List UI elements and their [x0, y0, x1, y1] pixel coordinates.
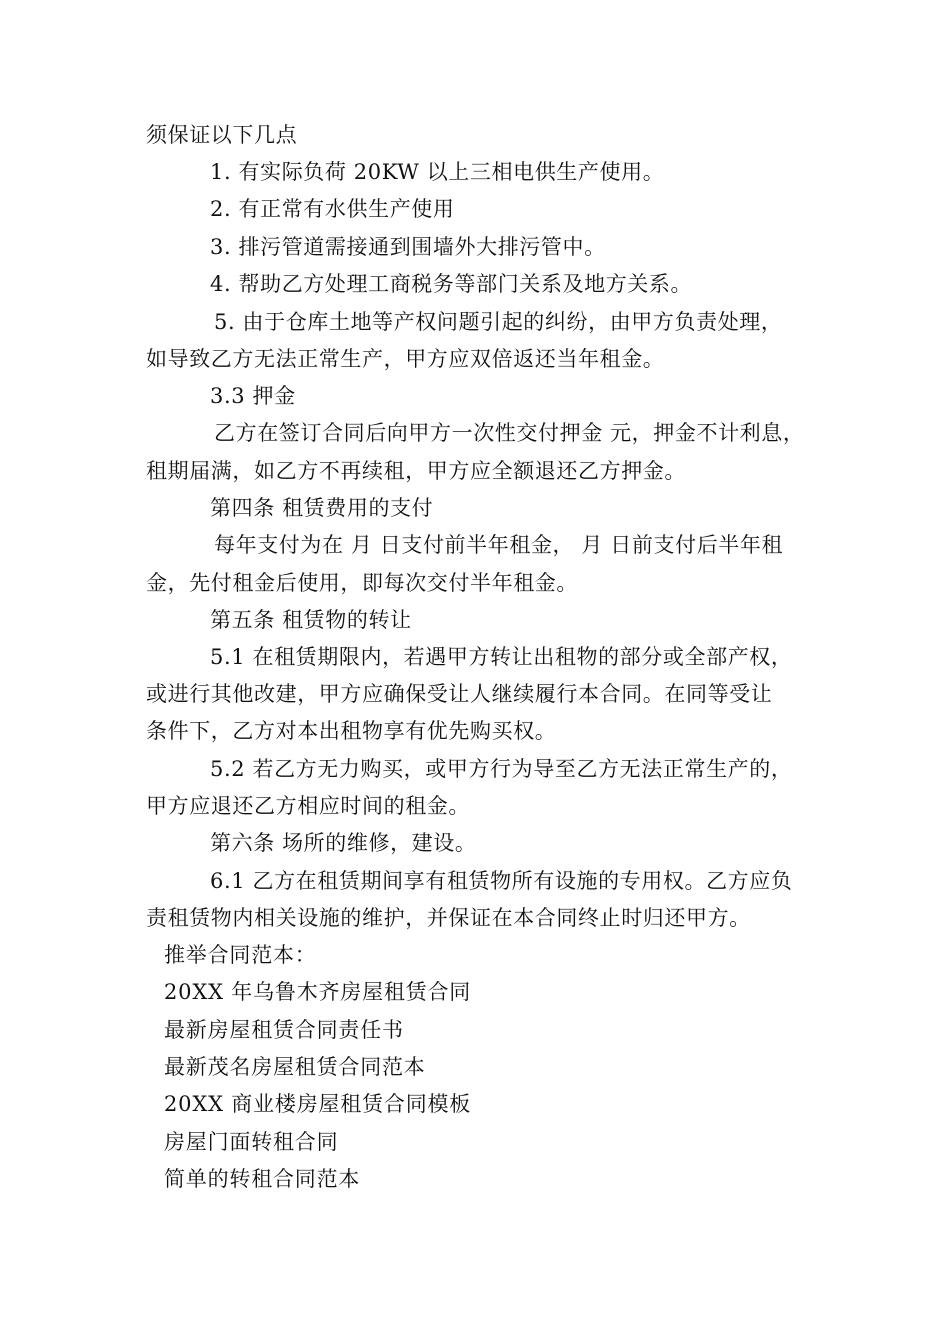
recommendation-link[interactable]: 20XX 年乌鲁木齐房屋租赁合同: [164, 980, 472, 1004]
recommendation-link[interactable]: 最新茂名房屋租赁合同范本: [164, 1055, 426, 1079]
recommendation-link[interactable]: 最新房屋租赁合同责任书: [164, 1018, 404, 1042]
recommendation-link[interactable]: 房屋门面转租合同: [164, 1130, 339, 1154]
paragraph-line: 5.2 若乙方无力购买，或甲方行为导至乙方无法正常生产的，: [210, 757, 793, 781]
recommendation-link[interactable]: 20XX 商业楼房屋租赁合同模板: [164, 1092, 472, 1116]
paragraph-line: 或进行其他改建，甲方应确保受让人继续履行本合同。在同等受让: [146, 682, 773, 706]
paragraph-line: 条件下，乙方对本出租物享有优先购买权。: [146, 719, 557, 743]
paragraph-line: 如导致乙方无法正常生产，甲方应双倍返还当年租金。: [146, 347, 665, 371]
paragraph-line: 每年支付为在 月 日支付前半年租金， 月 日前支付后半年租: [214, 533, 784, 557]
article-heading: 第五条 租赁物的转让: [210, 608, 412, 632]
list-item: 2. 有正常有水供生产使用: [210, 197, 455, 221]
paragraph-line: 6.1 乙方在租赁期间享有租赁物所有设施的专用权。乙方应负: [210, 869, 793, 893]
paragraph-line: 租期届满，如乙方不再续租，甲方应全额退还乙方押金。: [146, 459, 686, 483]
list-item: 3. 排污管道需接通到围墙外大排污管中。: [210, 235, 606, 259]
section-heading: 3.3 押金: [210, 384, 296, 408]
paragraph-line: 乙方在签订合同后向甲方一次性交付押金 元，押金不计利息，: [214, 421, 805, 445]
article-heading: 第四条 租赁费用的支付: [210, 496, 434, 520]
paragraph-line: 甲方应退还乙方相应时间的租金。: [146, 794, 470, 818]
list-item: 5. 由于仓库土地等产权问题引起的纠纷，由甲方负责处理，: [214, 310, 783, 334]
paragraph-line: 金，先付租金后使用，即每次交付半年租金。: [146, 571, 578, 595]
paragraph-line: 责租赁物内相关设施的维护，并保证在本合同终止时归还甲方。: [146, 906, 751, 930]
recommend-heading: 推举合同范本：: [164, 943, 317, 967]
list-item: 1. 有实际负荷 20KW 以上三相电供生产使用。: [210, 160, 665, 184]
list-item: 4. 帮助乙方处理工商税务等部门关系及地方关系。: [210, 272, 693, 296]
paragraph-line: 5.1 在租赁期限内，若遇甲方转让出租物的部分或全部产权，: [210, 645, 793, 669]
intro-line: 须保证以下几点: [146, 123, 298, 147]
recommendation-link[interactable]: 简单的转租合同范本: [164, 1167, 361, 1191]
article-heading: 第六条 场所的维修，建设。: [210, 831, 477, 855]
